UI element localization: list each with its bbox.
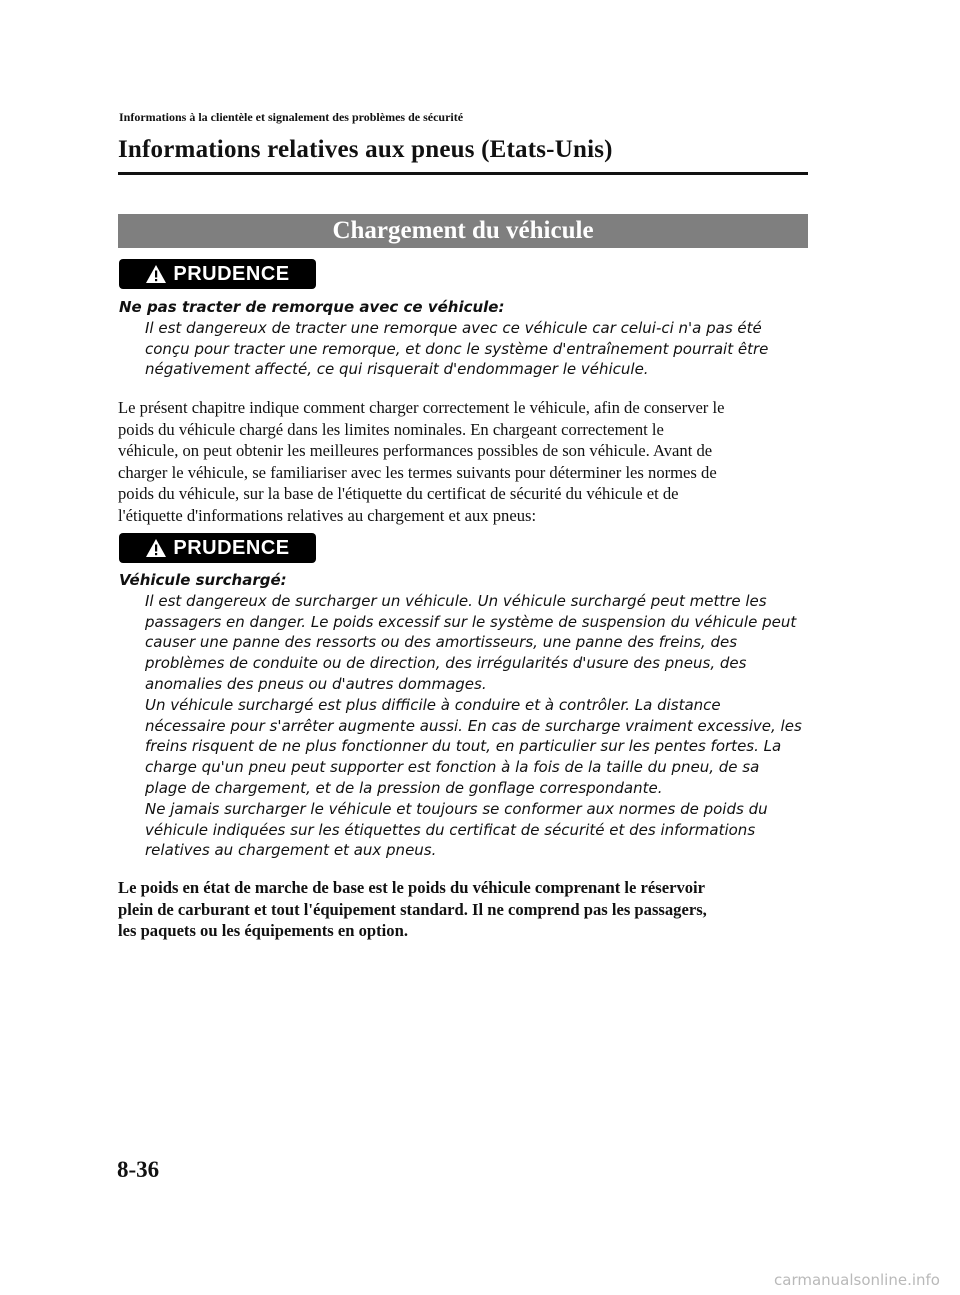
caution-title: Véhicule surchargé: [119, 571, 287, 589]
caution-badge [119, 259, 316, 289]
text-line: plein de carburant et tout l'équipement standard. Il ne comprend pas les passagers, [118, 899, 707, 919]
page-number: 8-36 [117, 1157, 160, 1182]
warning-triangle-icon [145, 538, 167, 558]
text-line: Il est dangereux de surcharger un véhicule. Un véhicule surchargé peut mettre les [145, 591, 767, 610]
text-line: l'étiquette d'informations relatives au chargement et aux pneus: [118, 505, 537, 525]
section-title: Informations relatives aux pneus (Etats-Unis) [118, 136, 613, 163]
caution-body [119, 591, 814, 861]
section-subheader: Informations à la clientèle et signalement des problèmes de sécurité [119, 110, 464, 124]
text-line: les paquets ou les équipements en option. [118, 921, 408, 940]
caution-label: PRUDENCE [173, 536, 290, 559]
text-line: poids du véhicule, sur la base de l'étiquette du certificat de sécurité du véhicule et de [118, 484, 679, 503]
text-line: véhicule indiquées sur les étiquettes du certificat de sécurité et des informations [145, 820, 756, 839]
intro-paragraph [118, 397, 810, 526]
caution-body [119, 318, 814, 380]
text-line: négativement affecté, ce qui risquerait d'endommager le véhicule. [145, 360, 649, 379]
text-line: problèmes de conduite ou de direction, des irrégularités d'usure des pneus, des [145, 654, 747, 673]
text-line: Le présent chapitre indique comment charger correctement le véhicule, afin de conserver le [118, 398, 725, 417]
text-line: Ne jamais surcharger le véhicule et toujours se conformer aux normes de poids du [145, 799, 768, 818]
caution-label: PRUDENCE [173, 262, 290, 285]
chapter-title: Chargement du véhicule [332, 217, 594, 244]
text-line: freins risquent de ne plus fonctionner du tout, en particulier sur les pentes fortes. La [145, 737, 782, 756]
text-line: relatives au chargement et aux pneus. [145, 841, 437, 860]
text-line: nécessaire pour s'arrêter augmente aussi. En cas de surcharge vraiment excessive, les [145, 716, 802, 735]
text-line: charge qu'un pneu peut supporter est fonction à la fois de la taille du pneu, de sa [145, 758, 760, 777]
caution-text-towing [119, 297, 814, 380]
text-line: plage de chargement, et de la pression de gonflage correspondante. [145, 778, 663, 797]
definition-paragraph [118, 877, 810, 942]
warning-triangle-icon [145, 264, 167, 284]
text-line: conçu pour tracter une remorque, et donc le système d'entraînement pourrait être [145, 339, 769, 358]
text-line: poids du véhicule chargé dans les limites nominales. En chargeant correctement le [118, 419, 664, 439]
text-line: charger le véhicule, se familiariser avec les termes suivants pour déterminer les normes de [118, 462, 717, 482]
text-line: véhicule, on peut obtenir les meilleures performances possibles de son véhicule. Avant de [118, 441, 713, 460]
caution-text-overload [119, 570, 814, 861]
chapter-title-bar [118, 214, 808, 248]
text-line: Le poids en état de marche de base est le poids du véhicule comprenant le réservoir [118, 878, 706, 897]
text-line: Il est dangereux de tracter une remorque avec ce véhicule car celui-ci n'a pas été [145, 318, 762, 337]
caution-badge [119, 533, 316, 563]
text-line: causer une panne des ressorts ou des amortisseurs, une panne des freins, des [145, 633, 738, 652]
text-line: anomalies des pneus ou d'autres dommages. [145, 674, 487, 693]
title-divider [118, 172, 808, 175]
caution-title: Ne pas tracter de remorque avec ce véhicule: [119, 298, 505, 316]
watermark: carmanualsonline.info [774, 1271, 940, 1289]
text-line: Un véhicule surchargé est plus difficile à conduire et à contrôler. La distance [145, 695, 721, 714]
text-line: passagers en danger. Le poids excessif sur le système de suspension du véhicule peut [145, 612, 797, 631]
